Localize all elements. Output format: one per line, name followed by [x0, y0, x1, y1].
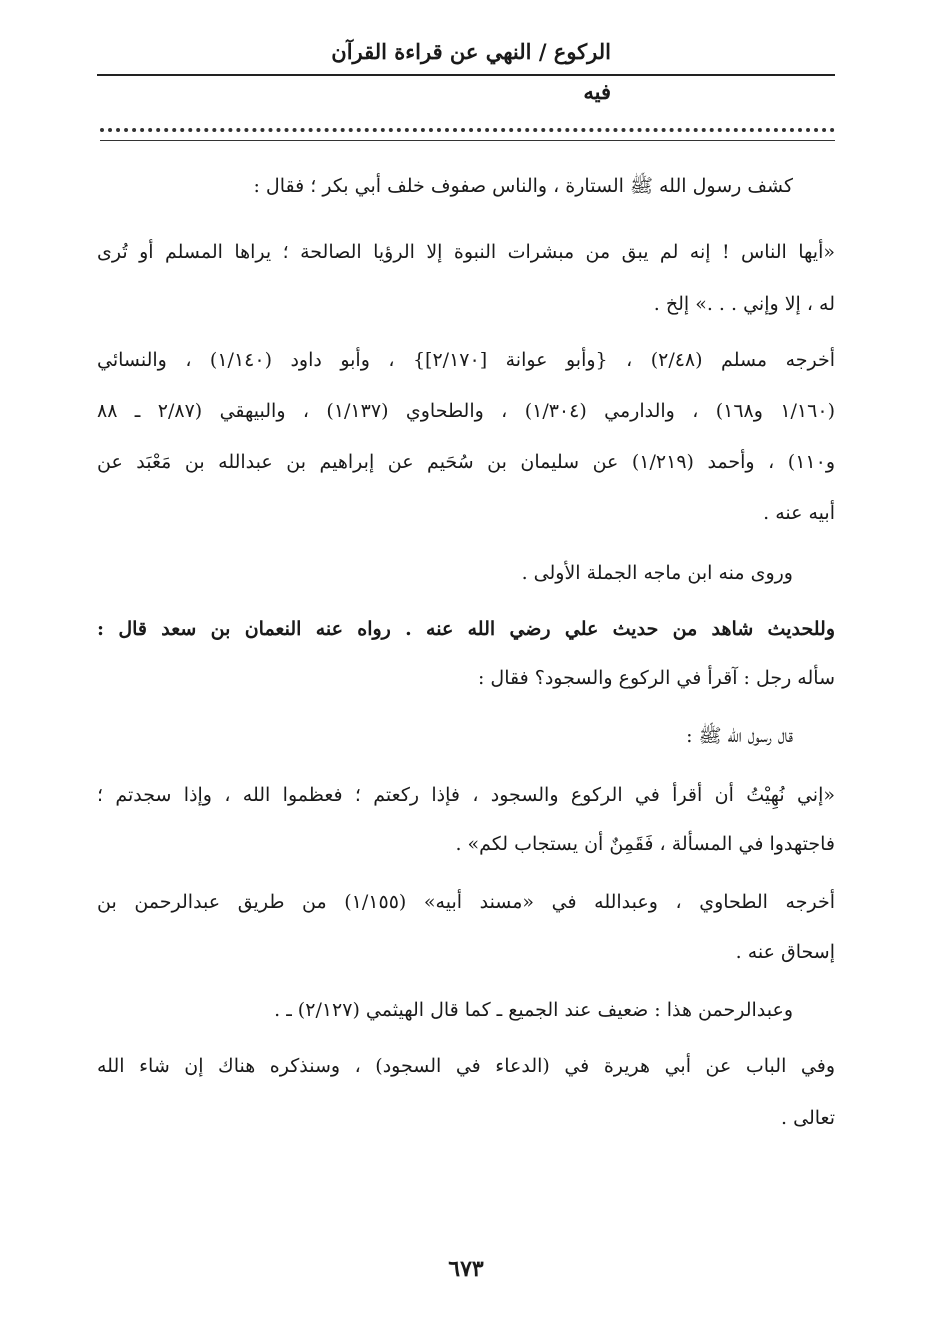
text-line: و١١٠) ، وأحمد (١/٢١٩) عن سليمان بن سُحَيم عن إبراهيم بن عبدالله بن مَعْبَد عن [97, 451, 835, 473]
dotted-separator [100, 128, 835, 132]
text-line: سأله رجل : آقرأ في الركوع والسجود؟ فقال : [477, 667, 835, 689]
text-line: «أيها الناس ! إنه لم يبق من مبشرات النبوة إلا الرؤيا الصالحة ؛ يراها المسلم أو تُرى [97, 241, 835, 263]
text-line: أخرجه مسلم (٢/٤٨) ، {وأبو عوانة [٢/١٧٠]} ، وأبو داود (١/١٤٠) ، والنسائي [97, 349, 835, 371]
text-line: قال رسول الله ﷺ : [686, 725, 793, 747]
text-line: إسحاق عنه . [735, 941, 835, 963]
text-line: (١/١٦٠ و١٦٨) ، والدارمي (١/٣٠٤) ، والطحاوي (١/١٣٧) ، والبيهقي (٢/٨٧ ـ ٨٨ [97, 400, 835, 422]
header-rule [97, 74, 835, 76]
text-line: أخرجه الطحاوي ، وعبدالله في «مسند أبيه» (١/١٥٥) من طريق عبدالرحمن بن [97, 891, 835, 913]
text-line: وللحديث شاهد من حديث علي رضي الله عنه . رواه عنه النعمان بن سعد قال : [97, 618, 835, 640]
text-line: له ، إلا وإني . . .» إلخ . [653, 293, 835, 315]
text-line: وفي الباب عن أبي هريرة في (الدعاء في السجود) ، وسنذكره هناك إن شاء الله [97, 1055, 835, 1077]
text-line: فاجتهدوا في المسألة ، فَقَمِنٌ أن يستجاب لكم» . [455, 833, 835, 855]
text-line: أبيه عنه . [763, 502, 835, 524]
text-line: وعبدالرحمن هذا : ضعيف عند الجميع ـ كما قال الهيثمي (٢/١٢٧) ـ . [274, 999, 793, 1021]
footnote-continuation-rule [100, 140, 835, 141]
text-line: تعالى . [781, 1107, 835, 1129]
text-line: كشف رسول الله ﷺ الستارة ، والناس صفوف خلف أبي بكر ؛ فقال : [253, 175, 793, 197]
page-number: ٦٧٣ [448, 1256, 484, 1282]
text-line: وروى منه ابن ماجه الجملة الأولى . [521, 562, 793, 584]
running-header-title: الركوع / النهي عن قراءة القرآن فيه [331, 39, 611, 104]
text-line: «إني نُهِيْتُ أن أقرأ في الركوع والسجود ، فإذا ركعتم ؛ فعظموا الله ، وإذا سجدتم ؛ [97, 784, 835, 806]
